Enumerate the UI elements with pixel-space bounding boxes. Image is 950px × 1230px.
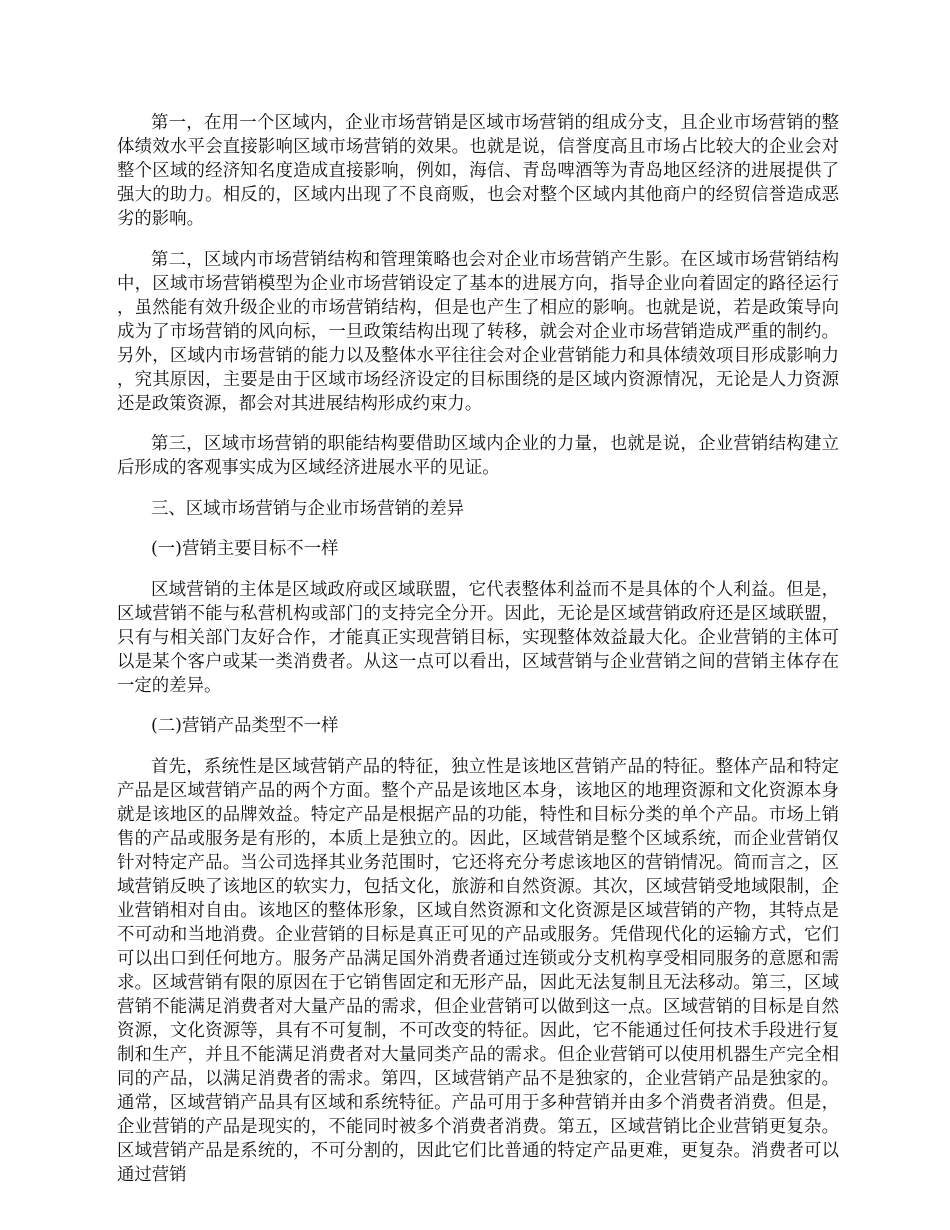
section-heading: 三、区域市场营销与企业市场营销的差异 xyxy=(151,498,465,519)
paragraph-2: 第二，区域内市场营销结构和管理策略也会对企业市场营销产生影。在区域市场营销结构中，区域市场营销模型为企业市场营销设定了基本的进展方向，指导企业向着固定的路径运行，虽然能有效升级企业的市场营销结构，但是也产生了相应的影响。也就是说，若是政策导向成为了市场营销的风向标，一旦政策结构出现了转移，就会对企业市场营销造成严重的制约。另外，区域内市场营销的能力以及整体水平往往会对企业营销能力和具体绩效项目形成影响力，究其原因，主要是由于区域市场经济设定的目标围绕的是区域内资源情况，无论是人力资源还是政策资源，都会对其进展结构形成约束力。 xyxy=(117,249,839,414)
subsection-heading-2: (二)营销产品类型不一样 xyxy=(151,716,339,736)
subsection-heading-1: (一)营销主要目标不一样 xyxy=(151,539,339,559)
paragraph-4: 区域营销的主体是区域政府或区域联盟，它代表整体利益而不是具体的个人利益。但是，区域营销不能与私营机构或部门的支持完全分开。因此，无论是区域营销政府还是区域联盟，只有与相关部门友好合作，才能真正实现营销目标，实现整体效益最大化。企业营销的主体可以是某个客户或某一类消费者。从这一点可以看出，区域营销与企业营销之间的营销主体存在一定的差异。 xyxy=(117,579,839,696)
paragraph-5: 首先，系统性是区域营销产品的特征，独立性是该地区营销产品的特征。整体产品和特定产品是区域营销产品的两个方面。整个产品是该地区本身，该地区的地理资源和文化资源本身就是该地区的品牌效益。特定产品是根据产品的功能，特性和目标分类的单个产品。市场上销售的产品或服务是有形的，本质上是独立的。因此，区域营销是整个区域系统，而企业营销仅针对特定产品。当公司选择其业务范围时，它还将充分考虑该地区的营销情况。简而言之，区域营销反映了该地区的软实力，包括文化，旅游和自然资源。其次，区域营销受地域限制，企业营销相对自由。该地区的整体形象，区域自然资源和文化资源是区域营销的产物，其特点是不可动和当地消费。企业营销的目标是真正可见的产品或服务。凭借现代化的运输方式，它们可以出口到任何地方。服务产品满足国外消费者通过连锁或分支机构享受相同服务的意愿和需求。区域营销有限的原因在于它销售固定和无形产品，因此无法复制且无法移动。第三，区域营销不能满足消费者对大量产品的需求，但企业营销可以做到这一点。区域营销的目标是自然资源，文化资源等，具有不可复制，不可改变的特征。因此，它不能通过任何技术手段进行复制和生产，并且不能满足消费者对大量同类产品的需求。但企业营销可以使用机器生产完全相同的产品，以满足消费者的需求。第四，区域营销产品不是独家的，企业营销产品是独家的。通常，区域营销产品具有区域和系统特征。产品可用于多种营销并由多个消费者消费。但是，企业营销的产品是现实的，不能同时被多个消费者消费。第五，区域营销比企业营销更复杂。区域营销产品是系统的，不可分割的，因此它们比普通的特定产品更难，更复杂。消费者可以通过营销 xyxy=(117,756,839,1185)
paragraph-3: 第三，区域市场营销的职能结构要借助区域内企业的力量，也就是说，企业营销结构建立后形成的客观事实成为区域经济进展水平的见证。 xyxy=(117,434,839,478)
document-body xyxy=(117,111,839,1203)
paragraph-1: 第一，在用一个区域内，企业市场营销是区域市场营销的组成分支，且企业市场营销的整体绩效水平会直接影响区域市场营销的效果。也就是说，信誉度高且市场占比较大的企业会对整个区域的经济知名度造成直接影响，例如，海信、青岛啤酒等为青岛地区经济的进展提供了强大的助力。相反的，区域内出现了不良商贩，也会对整个区域内其他商户的经贸信誉造成恶劣的影响。 xyxy=(117,113,839,229)
